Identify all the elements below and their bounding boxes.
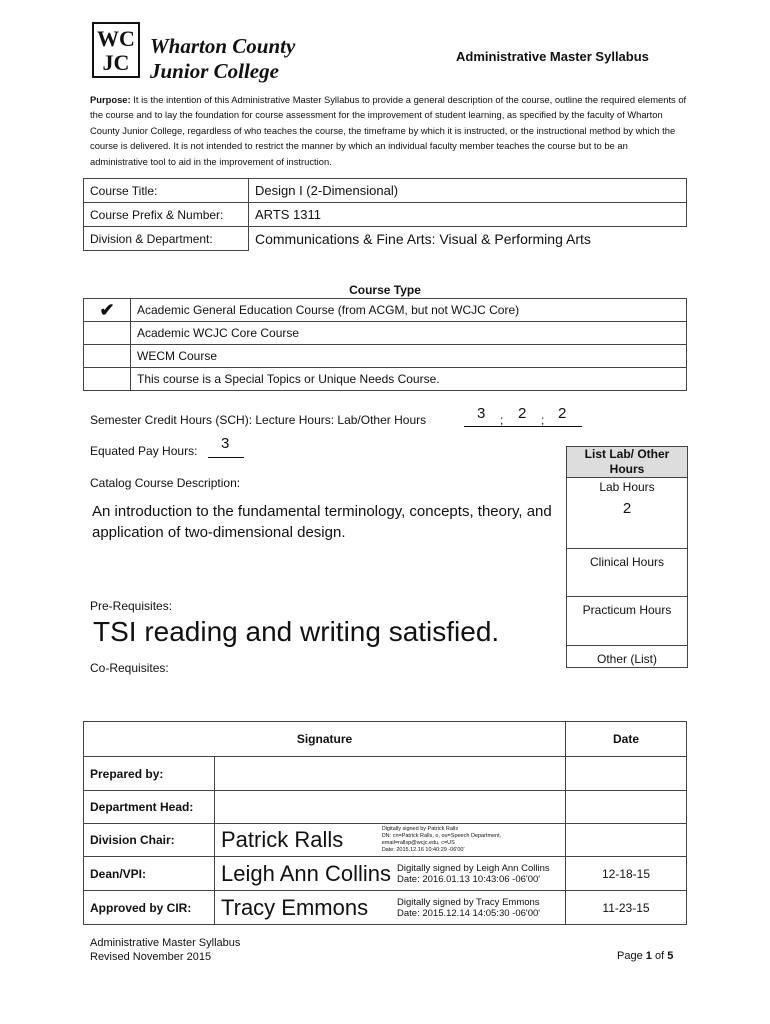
course-type-label: Academic General Education Course (from ACGM, but not WCJC Core): [131, 299, 687, 322]
course-info-table: [83, 178, 687, 251]
course-type-checkbox[interactable]: [84, 368, 131, 391]
date-header: Date: [566, 722, 687, 757]
date-field[interactable]: 12-18-15: [566, 857, 687, 891]
digital-signature-stamp: Digitally signed by Patrick Ralls DN: cn=Patrick Ralls, o, ou=Speech Department, email=rallsp@wcjc.edu, c=US Date: 2015.12.16 10:40:29 -06'00': [381, 826, 502, 853]
date-field[interactable]: [566, 791, 687, 824]
signature-header: Signature: [84, 722, 566, 757]
course-prefix-value[interactable]: ARTS 1311: [249, 203, 687, 227]
course-title-label: Course Title:: [84, 179, 249, 203]
signature-row: [84, 891, 687, 925]
coreq-label: Co-Requisites:: [90, 661, 169, 675]
sch-value[interactable]: 3: [477, 405, 486, 422]
course-type-row: [84, 345, 687, 368]
signature-row: [84, 857, 687, 891]
footer-line1: Administrative Master Syllabus: [90, 937, 241, 949]
lab-hours-box: [566, 446, 688, 668]
equated-underline: [208, 457, 244, 458]
practicum-hours-cell: [567, 597, 687, 646]
signature-name: Patrick Ralls: [221, 827, 344, 852]
division-label: Division & Department:: [84, 227, 249, 251]
digital-signature-stamp: Digitally signed by Leigh Ann Collins Date: 2016.01.13 10:43:06 -06'00': [397, 862, 550, 885]
signature-role-label: Dean/VPI:: [84, 857, 215, 891]
lab-hours-cell: [567, 478, 687, 549]
lab-box-heading: List Lab/ Other Hours: [567, 447, 687, 478]
date-field[interactable]: [566, 757, 687, 791]
footer: [90, 936, 240, 964]
course-prefix-label: Course Prefix & Number:: [84, 203, 249, 227]
purpose-paragraph: [90, 92, 688, 169]
lab-hours-box-value[interactable]: 2: [622, 500, 632, 517]
signature-role-label: Prepared by:: [84, 757, 215, 791]
signature-role-label: Division Chair:: [84, 824, 215, 857]
lab-hours-value[interactable]: 2: [558, 405, 567, 422]
course-title-value[interactable]: Design I (2-Dimensional): [249, 179, 687, 203]
signature-field[interactable]: [215, 857, 566, 891]
purpose-label: Purpose:: [90, 94, 131, 105]
college-name-line1: Wharton County: [150, 34, 296, 58]
catalog-label: Catalog Course Description:: [90, 476, 241, 490]
prereq-label: Pre-Requisites:: [90, 599, 173, 613]
sch-separator: ;: [500, 413, 504, 427]
logo-letters: WCJC: [97, 26, 135, 75]
course-type-label: Academic WCJC Core Course: [131, 322, 687, 345]
sch-label: Semester Credit Hours (SCH): Lecture Hours: Lab/Other Hours: [90, 413, 427, 427]
catalog-description[interactable]: An introduction to the fundamental terminology, concepts, theory, and application of two-dimensional design.: [92, 503, 552, 541]
clinical-hours-label: Clinical Hours: [589, 555, 665, 569]
page-of: of: [654, 950, 665, 962]
course-type-heading: Course Type: [349, 283, 421, 297]
course-type-table: [83, 298, 687, 391]
college-logo: [92, 22, 140, 78]
lecture-hours-value[interactable]: 2: [518, 405, 527, 422]
lab-hours-label: Lab Hours: [599, 480, 655, 494]
page-current: 1: [645, 950, 652, 962]
lecture-separator: ;: [541, 413, 545, 427]
signature-field[interactable]: [215, 757, 566, 791]
equated-pay-label: Equated Pay Hours:: [90, 444, 198, 458]
course-type-row: [84, 322, 687, 345]
clinical-hours-cell: [567, 549, 687, 597]
practicum-hours-label: Practicum Hours: [582, 603, 672, 617]
course-type-checkbox[interactable]: [84, 345, 131, 368]
signature-row: [84, 824, 687, 857]
signature-role-label: Department Head:: [84, 791, 215, 824]
signature-row: [84, 791, 687, 824]
college-name-line2: Junior College: [150, 59, 279, 83]
page-total: 5: [667, 950, 674, 962]
equated-pay-value[interactable]: 3: [221, 435, 230, 452]
other-hours-cell: [567, 646, 687, 668]
course-type-row: [84, 299, 687, 322]
course-type-row: [84, 368, 687, 391]
signature-field[interactable]: [215, 891, 566, 925]
prereq-value[interactable]: TSI reading and writing satisfied.: [93, 616, 500, 647]
document-title: Administrative Master Syllabus: [456, 49, 649, 64]
signature-table: [83, 721, 687, 925]
date-field[interactable]: 11-23-15: [566, 891, 687, 925]
course-type-label: This course is a Special Topics or Unique Needs Course.: [131, 368, 687, 391]
signature-name: Leigh Ann Collins: [221, 860, 392, 886]
purpose-text: It is the intention of this Administrative Master Syllabus to provide a general description of the course, outline the required elements of the course and to lay the foundation for course assessment for the improvement of student learning, as specified by the faculty of Wharton County Junior College, regardless of who teaches the course, the timeframe by which it is instructed, or the instructional method by which the course is delivered. It is not intended to restrict the manner by which an individual faculty member teaches the course but to be an administrative tool to aid in the improvement of instruction.: [90, 94, 687, 167]
other-hours-label: Other (List): [596, 652, 657, 666]
sch-underline: [464, 426, 582, 427]
digital-signature-stamp: Digitally signed by Tracy Emmons Date: 2015.12.14 14:05:30 -06'00': [397, 896, 541, 919]
signature-field[interactable]: [215, 824, 566, 857]
course-type-label: WECM Course: [131, 345, 687, 368]
signature-row: [84, 757, 687, 791]
signature-role-label: Approved by CIR:: [84, 891, 215, 925]
course-type-checkbox[interactable]: [84, 322, 131, 345]
date-field[interactable]: [566, 824, 687, 857]
signature-name: Tracy Emmons: [221, 894, 369, 920]
page-prefix: Page: [617, 950, 643, 962]
course-type-checkbox[interactable]: ✔: [84, 299, 131, 322]
signature-field[interactable]: [215, 791, 566, 824]
college-name: [150, 34, 295, 84]
page-number: [617, 950, 673, 962]
division-value[interactable]: Communications & Fine Arts: Visual & Performing Arts: [249, 227, 687, 251]
footer-line2: Revised November 2015: [90, 951, 212, 963]
